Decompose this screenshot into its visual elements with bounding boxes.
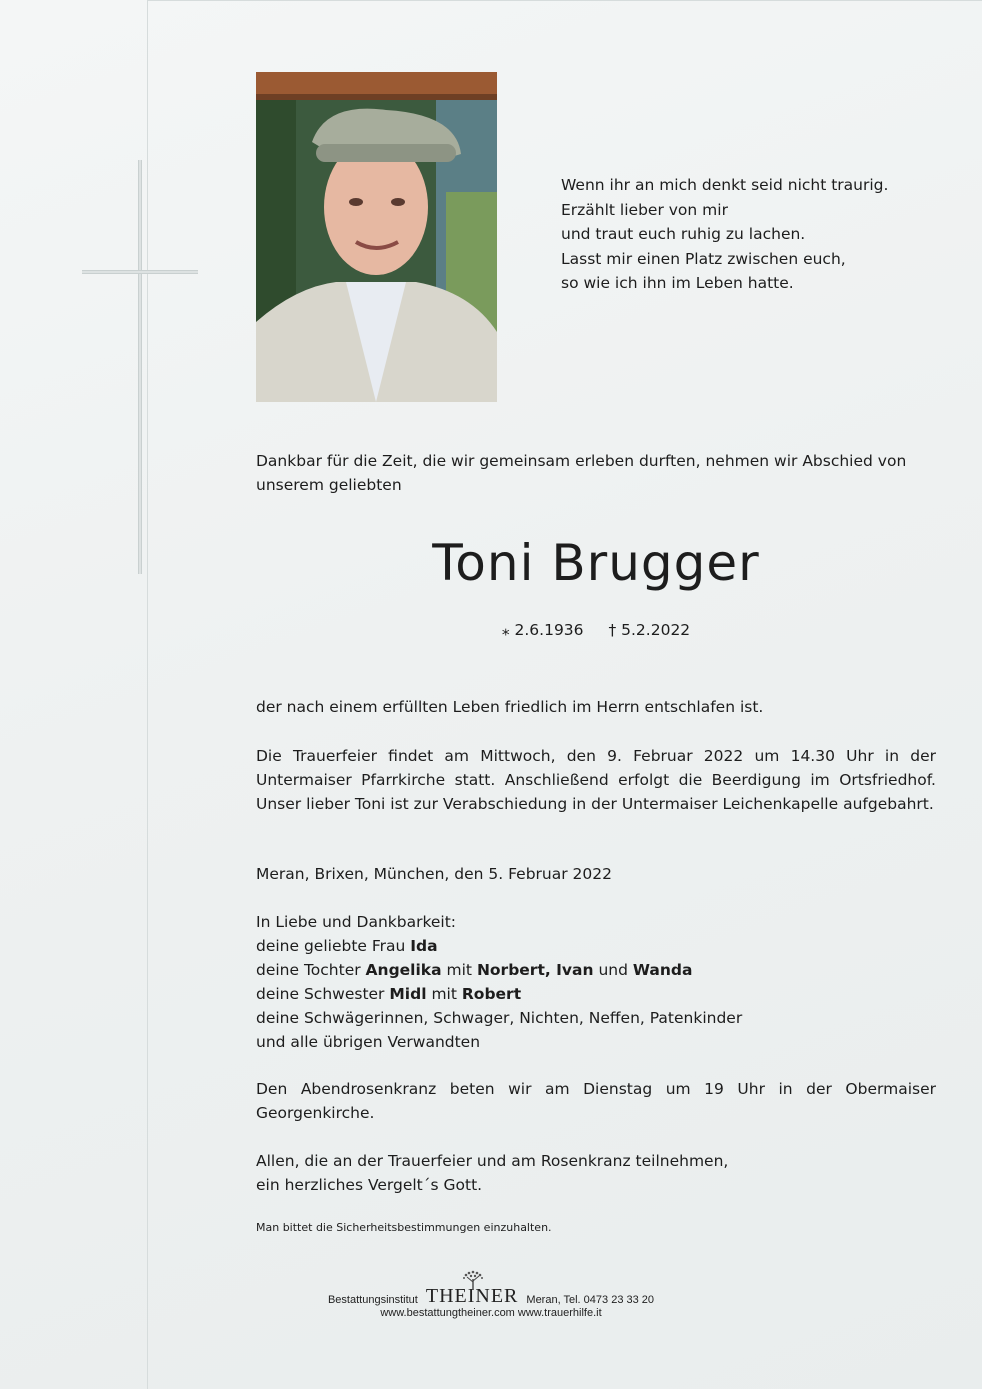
poem (561, 173, 888, 296)
birth-date: ⁎ 2.6.1936 (501, 621, 584, 639)
footer (0, 1286, 982, 1319)
life-dates (256, 621, 936, 639)
death-date: † 5.2.2022 (608, 621, 691, 639)
cross-icon (138, 160, 142, 574)
mourner-line: und alle übrigen Verwandten (256, 1033, 481, 1051)
ceremony-text (256, 744, 936, 816)
place-date: Meran, Brixen, München, den 5. Februar 2022 (256, 865, 612, 883)
tree-logo-icon (460, 1270, 486, 1290)
frame-line-left (147, 0, 148, 1389)
mourner-line: deine Tochter Angelika mit Norbert, Ivan und Wanda (256, 961, 693, 979)
ceremony-paragraph: Die Trauerfeier findet am Mittwoch, den 9. Februar 2022 um 14.30 Uhr in der Untermaiser Pfarrkirche statt. Anschließend erfolgt die Beerdigung im Ortsfriedhof. Unser lieber Toni ist zur Verabschiedung in der Untermaiser Leichenkapelle aufgebahrt. (256, 747, 936, 813)
thanks-line: Allen, die an der Trauerfeier und am Rosenkranz teilnehmen, (256, 1152, 729, 1170)
footer-prefix: Bestattungsinstitut (327, 1294, 418, 1306)
poem-line: Lasst mir einen Platz zwischen euch, (561, 249, 846, 268)
poem-line: Erzählt lieber von mir (561, 200, 728, 219)
frame-line-top (147, 0, 982, 1)
brand-name: THEINER (425, 1285, 519, 1307)
deceased-name: Toni Brugger (432, 534, 760, 592)
mourner-line: deine geliebte Frau Ida (256, 937, 438, 955)
footer-web: www.bestattungtheiner.com www.trauerhilfe.it (380, 1307, 602, 1319)
rosary-text (256, 1077, 936, 1125)
mourners-list (256, 910, 936, 1054)
intro-text: Dankbar für die Zeit, die wir gemeinsam erleben durften, nehmen wir Abschied von unserem geliebten (256, 452, 907, 494)
passing-text: der nach einem erfüllten Leben friedlich im Herrn entschlafen ist. (256, 698, 764, 716)
mourner-line: deine Schwägerinnen, Schwager, Nichten, Neffen, Patenkinder (256, 1009, 743, 1027)
safety-note: Man bittet die Sicherheitsbestimmungen einzuhalten. (256, 1221, 552, 1234)
cross-icon-bar (82, 270, 198, 274)
rosary-paragraph: Den Abendrosenkranz beten wir am Dienstag um 19 Uhr in der Obermaiser Georgenkirche. (256, 1080, 936, 1122)
poem-line: Wenn ihr an mich denkt seid nicht traurig. (561, 176, 889, 194)
brand-logo (426, 1286, 519, 1306)
portrait-photo (256, 72, 497, 402)
poem-line: so wie ich ihn im Leben hatte. (561, 274, 794, 292)
mourner-line: deine Schwester Midl mit Robert (256, 985, 522, 1003)
mourners-heading: In Liebe und Dankbarkeit: (256, 913, 457, 931)
thanks-line: ein herzliches Vergelt´s Gott. (256, 1176, 483, 1194)
poem-line: und traut euch ruhig zu lachen. (561, 225, 806, 243)
footer-row (0, 1286, 982, 1306)
thanks-text (256, 1149, 936, 1197)
footer-contact: Meran, Tel. 0473 23 33 20 (526, 1294, 655, 1306)
